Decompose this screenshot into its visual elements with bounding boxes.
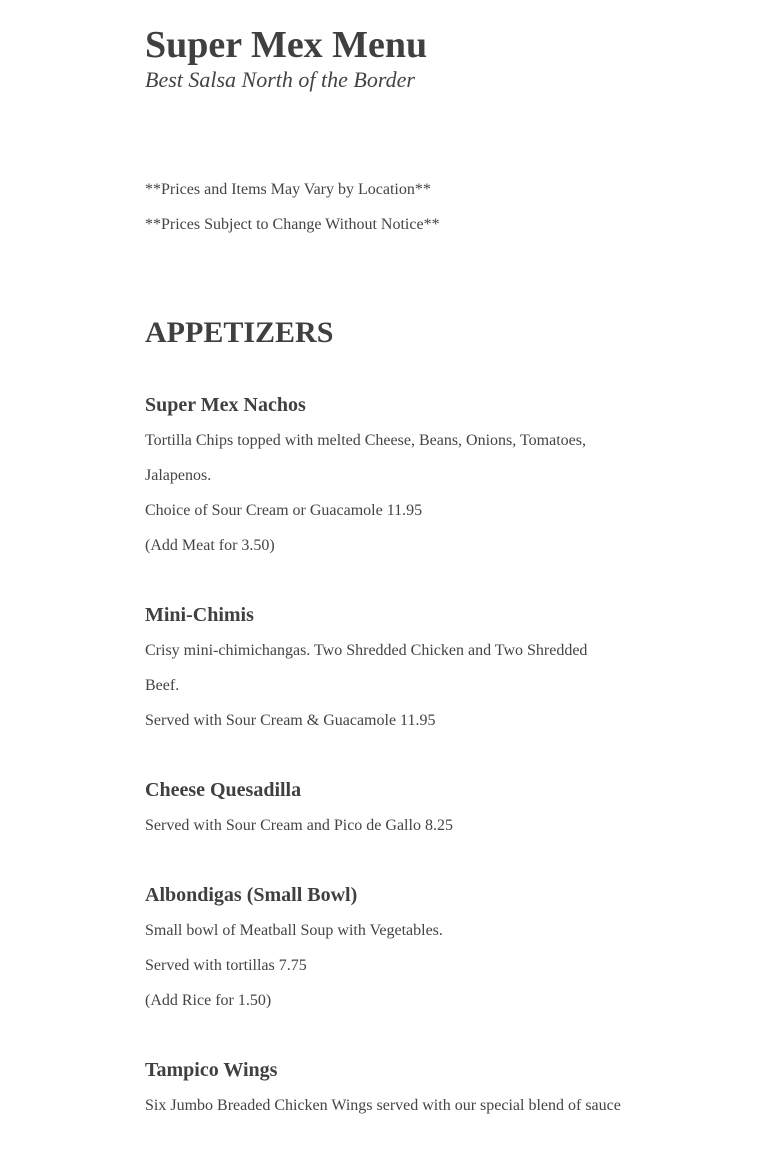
menu-item-description: Crisy mini-chimichangas. Two Shredded Chicken and Two Shredded bbox=[145, 642, 588, 659]
menu-item-description: Small bowl of Meatball Soup with Vegetables. bbox=[145, 922, 443, 939]
site-tagline: Best Salsa North of the Border bbox=[145, 67, 415, 92]
menu-item-description: Six Jumbo Breaded Chicken Wings served with our special blend of sauce bbox=[145, 1097, 621, 1114]
menu-item-cheese-quesadilla bbox=[145, 773, 635, 843]
menu-item-description: Jalapenos. bbox=[145, 467, 212, 484]
menu-item-price: Choice of Sour Cream or Guacamole 11.95 bbox=[145, 502, 423, 519]
menu-item-name: Mini-Chimis bbox=[145, 604, 254, 626]
menu-item-price: Served with Sour Cream and Pico de Gallo 8.25 bbox=[145, 817, 453, 834]
menu-item-price: Served with Sour Cream & Guacamole 11.95 bbox=[145, 712, 436, 729]
price-notices bbox=[145, 172, 635, 242]
section-heading-appetizers: APPETIZERS bbox=[145, 316, 334, 349]
site-title[interactable]: Super Mex Menu bbox=[145, 24, 428, 66]
menu-item-mini-chimis bbox=[145, 598, 635, 738]
notice-location: **Prices and Items May Vary by Location** bbox=[145, 181, 431, 198]
menu-item-price: Served with tortillas 7.75 bbox=[145, 957, 307, 974]
menu-item-tampico-wings bbox=[145, 1053, 635, 1123]
menu-item-super-mex-nachos bbox=[145, 388, 635, 563]
menu-item-description: Tortilla Chips topped with melted Cheese, Beans, Onions, Tomatoes, bbox=[145, 432, 586, 449]
menu-item-name: Tampico Wings bbox=[145, 1059, 278, 1081]
menu-item-addon: (Add Rice for 1.50) bbox=[145, 992, 272, 1009]
appetizer-list bbox=[145, 388, 635, 1123]
menu-page bbox=[145, 0, 635, 1158]
menu-item-name: Albondigas (Small Bowl) bbox=[145, 884, 358, 906]
menu-item-description: Beef. bbox=[145, 677, 180, 694]
notice-price-change: **Prices Subject to Change Without Notice** bbox=[145, 216, 440, 233]
menu-item-albondigas bbox=[145, 878, 635, 1018]
menu-item-name: Super Mex Nachos bbox=[145, 394, 306, 416]
menu-item-addon: (Add Meat for 3.50) bbox=[145, 537, 275, 554]
menu-item-name: Cheese Quesadilla bbox=[145, 779, 302, 801]
